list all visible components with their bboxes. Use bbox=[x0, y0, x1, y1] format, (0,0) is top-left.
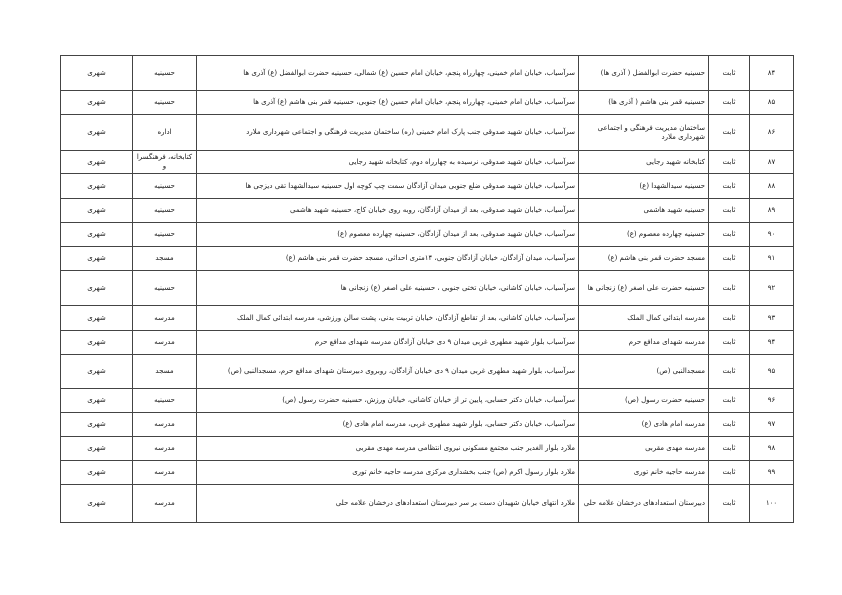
table-row bbox=[61, 56, 794, 91]
place-address: ملارد انتهای خیابان شهیدان دست بر سر دبیرستان استعدادهای درخشان علامه حلی bbox=[197, 485, 579, 523]
table-row bbox=[61, 271, 794, 306]
place-address: سرآسیاب، خیابان دکتر حسابی، بلوار شهید مطهری غربی، مدرسه امام هادی (ع) bbox=[197, 413, 579, 437]
place-type: حسینیه bbox=[133, 199, 197, 223]
place-address: سرآسیاب، خیابان امام خمینی، چهارراه پنجم، خیابان امام حسین (ع) جنوبی، حسینیه قمر بنی هاشم (ع) آذری ها bbox=[197, 91, 579, 115]
row-status: ثابت bbox=[709, 461, 750, 485]
row-number: ۱۰۰ bbox=[750, 485, 794, 523]
row-number: ۹۲ bbox=[750, 271, 794, 306]
place-address: سرآسیاب، خیابان کاشانی، خیابان تختی جنوبی ، حسینیه علی اصغر (ع) زنجانی ها bbox=[197, 271, 579, 306]
place-type: مدرسه bbox=[133, 413, 197, 437]
place-name: حسینیه قمر بنی هاشم ( آذری ها) bbox=[579, 91, 709, 115]
table-row bbox=[61, 223, 794, 247]
row-number: ۸۷ bbox=[750, 151, 794, 174]
place-area: شهری bbox=[61, 174, 133, 199]
row-status: ثابت bbox=[709, 331, 750, 355]
place-type: حسینیه bbox=[133, 174, 197, 199]
place-address: سرآسیاب، خیابان شهید صدوقی، نرسیده به چهارراه دوم، کتابخانه شهید رجایی bbox=[197, 151, 579, 174]
table-row bbox=[61, 461, 794, 485]
place-type: مدرسه bbox=[133, 306, 197, 331]
place-name: ساختمان مدیریت فرهنگی و اجتماعی شهرداری ملارد bbox=[579, 115, 709, 151]
place-name: مدرسه مهدی مقربی bbox=[579, 437, 709, 461]
place-type: مدرسه bbox=[133, 331, 197, 355]
place-name: مدرسه حاجیه خانم توری bbox=[579, 461, 709, 485]
place-type: مدرسه bbox=[133, 461, 197, 485]
place-address: سرآسیاب، خیابان شهید صدوقی، بعد از میدان آزادگان، روبه روی خیابان کاج، حسینیه شهید هاشمی bbox=[197, 199, 579, 223]
table-row bbox=[61, 247, 794, 271]
place-address: سرآسیاب، خیابان امام خمینی، چهارراه پنجم، خیابان امام حسین (ع) شمالی، حسینیه حضرت ابوالفضل (ع) آذری ها bbox=[197, 56, 579, 91]
table-row bbox=[61, 199, 794, 223]
place-type: اداره bbox=[133, 115, 197, 151]
table-row bbox=[61, 91, 794, 115]
place-area: شهری bbox=[61, 223, 133, 247]
places-table bbox=[60, 55, 794, 523]
place-area: شهری bbox=[61, 91, 133, 115]
row-number: ۸۸ bbox=[750, 174, 794, 199]
row-status: ثابت bbox=[709, 247, 750, 271]
place-area: شهری bbox=[61, 461, 133, 485]
row-number: ۹۶ bbox=[750, 389, 794, 413]
row-number: ۹۴ bbox=[750, 331, 794, 355]
row-number: ۹۳ bbox=[750, 306, 794, 331]
place-name: مدرسه شهدای مدافع حرم bbox=[579, 331, 709, 355]
place-name: حسینیه شهید هاشمی bbox=[579, 199, 709, 223]
place-area: شهری bbox=[61, 271, 133, 306]
row-status: ثابت bbox=[709, 56, 750, 91]
row-status: ثابت bbox=[709, 306, 750, 331]
place-area: شهری bbox=[61, 115, 133, 151]
row-number: ۸۵ bbox=[750, 91, 794, 115]
place-name: کتابخانه شهید رجایی bbox=[579, 151, 709, 174]
row-status: ثابت bbox=[709, 271, 750, 306]
row-status: ثابت bbox=[709, 355, 750, 389]
place-address: ملارد بلوار رسول اکرم (ص) جنب بخشداری مرکزی مدرسه حاجیه خانم توری bbox=[197, 461, 579, 485]
row-status: ثابت bbox=[709, 485, 750, 523]
place-type: حسینیه bbox=[133, 56, 197, 91]
place-type: حسینیه bbox=[133, 223, 197, 247]
row-number: ۹۱ bbox=[750, 247, 794, 271]
place-address: سرآسیاب، خیابان کاشانی، بعد از تقاطع آزادگان، خیابان تربیت بدنی، پشت سالن ورزشی، مدرسه ابتدائی کمال الملک bbox=[197, 306, 579, 331]
place-address: سرآسیاب، میدان آزادگان، خیابان آزادگان جنوبی، ۱۴متری احداثی، مسجد حضرت قمر بنی هاشم (ع) bbox=[197, 247, 579, 271]
place-name: حسینیه حضرت ابوالفضل ( آذری ها) bbox=[579, 56, 709, 91]
row-status: ثابت bbox=[709, 91, 750, 115]
place-type: کتابخانه، فرهنگسرا و bbox=[133, 151, 197, 174]
place-address: سرآسیاب، خیابان شهید صدوقی جنب پارک امام خمینی (ره) ساختمان مدیریت فرهنگی و اجتماعی شهرداری ملارد bbox=[197, 115, 579, 151]
place-area: شهری bbox=[61, 355, 133, 389]
place-area: شهری bbox=[61, 247, 133, 271]
place-name: مسجد حضرت قمر بنی هاشم (ع) bbox=[579, 247, 709, 271]
table-row bbox=[61, 485, 794, 523]
table-row bbox=[61, 151, 794, 174]
row-number: ۸۶ bbox=[750, 115, 794, 151]
place-address: سرآسیاب بلوار شهید مطهری غربی میدان ۹ دی خیابان آزادگان مدرسه شهدای مدافع حرم bbox=[197, 331, 579, 355]
row-number: ۹۷ bbox=[750, 413, 794, 437]
row-status: ثابت bbox=[709, 174, 750, 199]
place-address: سرآسیاب، بلوار شهید مطهری غربی میدان ۹ دی خیابان آزادگان، روبروی دبیرستان شهدای مدافع حرم، مسجدالنبی (ص) bbox=[197, 355, 579, 389]
place-area: شهری bbox=[61, 199, 133, 223]
place-address: سرآسیاب، خیابان دکتر حسابی، پایین تر از خیابان کاشانی، خیابان ورزش، حسینیه حضرت رسول (ص) bbox=[197, 389, 579, 413]
table-row bbox=[61, 355, 794, 389]
row-number: ۹۹ bbox=[750, 461, 794, 485]
row-status: ثابت bbox=[709, 223, 750, 247]
row-number: ۸۴ bbox=[750, 56, 794, 91]
row-status: ثابت bbox=[709, 115, 750, 151]
table-row bbox=[61, 174, 794, 199]
place-address: سرآسیاب، خیابان شهید صدوقی، بعد از میدان آزادگان، حسینیه چهارده معصوم (ع) bbox=[197, 223, 579, 247]
row-status: ثابت bbox=[709, 389, 750, 413]
place-name: حسینیه حضرت رسول (ص) bbox=[579, 389, 709, 413]
place-name: مدرسه ابتدائی کمال الملک bbox=[579, 306, 709, 331]
row-status: ثابت bbox=[709, 437, 750, 461]
place-address: ملارد بلوار الغدیر جنب مجتمع مسکونی نیروی انتظامی مدرسه مهدی مقربی bbox=[197, 437, 579, 461]
table-row bbox=[61, 115, 794, 151]
place-area: شهری bbox=[61, 331, 133, 355]
place-type: حسینیه bbox=[133, 91, 197, 115]
place-name: دبیرستان استعدادهای درخشان علامه حلی bbox=[579, 485, 709, 523]
place-area: شهری bbox=[61, 413, 133, 437]
table-row bbox=[61, 389, 794, 413]
place-type: حسینیه bbox=[133, 271, 197, 306]
table-row bbox=[61, 437, 794, 461]
place-area: شهری bbox=[61, 56, 133, 91]
place-area: شهری bbox=[61, 437, 133, 461]
place-type: مدرسه bbox=[133, 485, 197, 523]
row-number: ۸۹ bbox=[750, 199, 794, 223]
row-number: ۹۰ bbox=[750, 223, 794, 247]
place-name: مسجدالنبی (ص) bbox=[579, 355, 709, 389]
place-type: مدرسه bbox=[133, 437, 197, 461]
table-row bbox=[61, 306, 794, 331]
table-body bbox=[61, 56, 794, 523]
place-type: حسینیه bbox=[133, 389, 197, 413]
place-area: شهری bbox=[61, 151, 133, 174]
place-name: حسینیه چهارده معصوم (ع) bbox=[579, 223, 709, 247]
place-type: مسجد bbox=[133, 247, 197, 271]
row-status: ثابت bbox=[709, 413, 750, 437]
row-number: ۹۸ bbox=[750, 437, 794, 461]
table-row bbox=[61, 413, 794, 437]
place-area: شهری bbox=[61, 389, 133, 413]
table-row bbox=[61, 331, 794, 355]
place-address: سرآسیاب، خیابان شهید صدوقی ضلع جنوبی میدان آزادگان سمت چپ کوچه اول حسینیه سیدالشهدا تقی دیزجی ها bbox=[197, 174, 579, 199]
row-status: ثابت bbox=[709, 199, 750, 223]
place-area: شهری bbox=[61, 306, 133, 331]
row-number: ۹۵ bbox=[750, 355, 794, 389]
place-name: مدرسه امام هادی (ع) bbox=[579, 413, 709, 437]
place-name: حسینیه سیدالشهدا (ع) bbox=[579, 174, 709, 199]
place-name: حسینیه حضرت علی اصغر (ع) زنجانی ها bbox=[579, 271, 709, 306]
document-page bbox=[60, 55, 793, 527]
place-type: مسجد bbox=[133, 355, 197, 389]
place-area: شهری bbox=[61, 485, 133, 523]
row-status: ثابت bbox=[709, 151, 750, 174]
